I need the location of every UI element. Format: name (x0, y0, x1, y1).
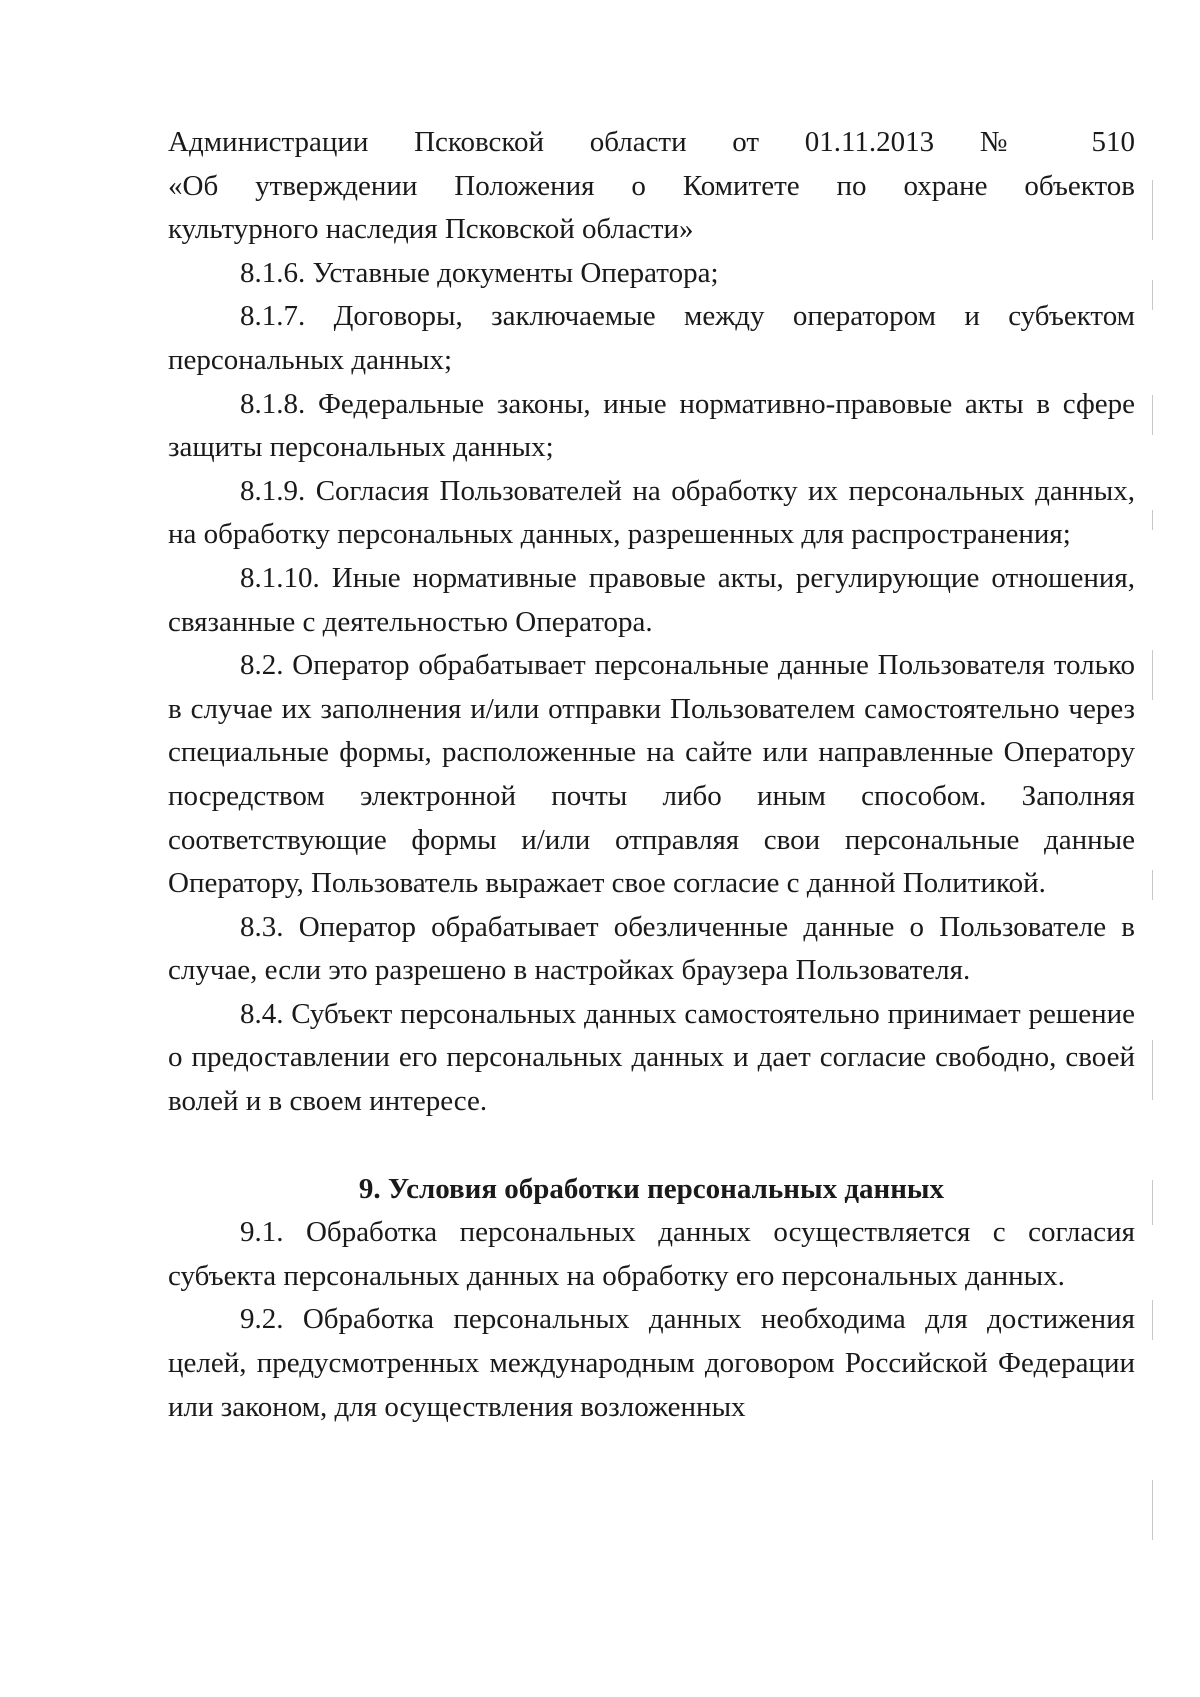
section-9-heading: 9. Условия обработки персональных данных (358, 1172, 945, 1205)
clause-8-1-8: 8.1.8. Федеральные законы, иные нормативно-правовые акты в сфере защиты персональных данных; (168, 387, 1135, 464)
clause-8-1-9: 8.1.9. Согласия Пользователей на обработку их персональных данных, на обработку персональных данных, разрешенных для распространения; (168, 474, 1135, 551)
margin-mark (1152, 395, 1153, 435)
clause-8-1-7: 8.1.7. Договоры, заключаемые между оператором и субъектом персональных данных; (168, 300, 1135, 376)
margin-mark (1152, 1480, 1153, 1540)
clause-8-4: 8.4. Субъект персональных данных самостоятельно принимает решение о предоставлении его персональных данных и дает согласие свободно, своей волей и в своем интересе. (168, 997, 1135, 1118)
continuation-line-1: Администрации Псковской области от 01.11.2013 № 510 (168, 126, 1135, 158)
margin-mark (1152, 650, 1153, 700)
margin-mark (1152, 180, 1153, 240)
clause-9-2: 9.2. Обработка персональных данных необходима для достижения целей, предусмотренных международным договором Российской Федерации или законом, для осуществления возложенных (168, 1303, 1135, 1423)
continuation-line-2: «Об утверждении Положения о Комитете по охране объектов (168, 169, 1135, 202)
margin-mark (1152, 1180, 1153, 1225)
clause-8-3: 8.3. Оператор обрабатывает обезличенные данные о Пользователе в случае, если это разрешено в настройках браузера Пользователя. (168, 910, 1135, 987)
scan-margin-marks (1150, 180, 1156, 1680)
margin-mark (1152, 1300, 1153, 1340)
clause-8-2: 8.2. Оператор обрабатывает персональные данные Пользователя только в случае их заполнения и/или отправки Пользователем самостоятельно через специальные формы, расположенные на сайте или направленные Оператору посредством электронной почты либо иным способом. Заполняя соответствующие формы и/или отправляя свои персональные данные Оператору, Пользователь выражает свое согласие с данной Политикой. (168, 649, 1135, 900)
continuation-paragraph (168, 121, 1135, 252)
clause-9-1: 9.1. Обработка персональных данных осуществляется с согласия субъекта персональных данных на обработку его персональных данных. (168, 1216, 1135, 1292)
margin-mark (1152, 1040, 1153, 1100)
margin-mark (1152, 280, 1153, 310)
margin-mark (1152, 510, 1153, 530)
clause-8-1-10: 8.1.10. Иные нормативные правовые акты, регулирующие отношения, связанные с деятельностью Оператора. (168, 561, 1135, 638)
document-body (168, 121, 1135, 1429)
margin-mark (1152, 870, 1153, 900)
clause-8-1-6: 8.1.6. Уставные документы Оператора; (240, 256, 719, 289)
continuation-line-3: культурного наследия Псковской области» (168, 213, 694, 246)
